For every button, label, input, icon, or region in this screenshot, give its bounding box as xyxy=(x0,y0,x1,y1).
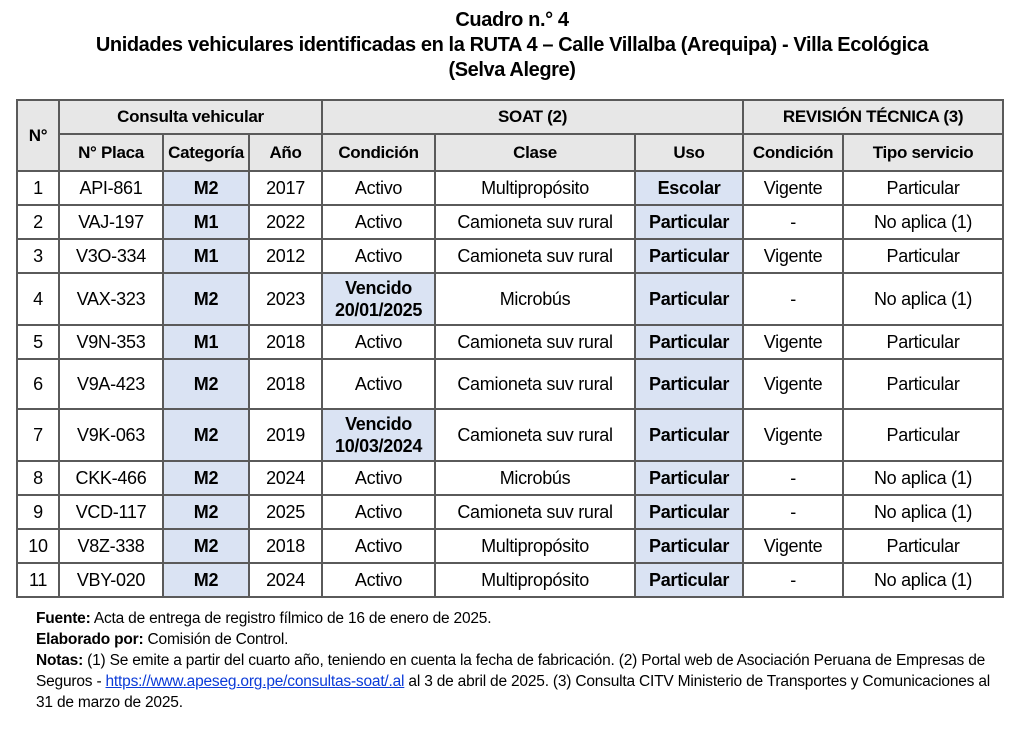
cell-anio: 2024 xyxy=(249,461,322,495)
header-group-consulta-vehicular: Consulta vehicular xyxy=(59,100,322,134)
soat-expiry-date: 10/03/2024 xyxy=(334,436,423,456)
table-row xyxy=(17,529,1003,563)
table-body xyxy=(17,171,1003,597)
header-row-groups xyxy=(17,100,1003,134)
cell-clase: Camioneta suv rural xyxy=(435,205,635,239)
cell-no: 2 xyxy=(17,205,59,239)
cell-uso: Particular xyxy=(635,461,743,495)
cell-clase: Microbús xyxy=(435,461,635,495)
cell-rt-condicion: Vigente xyxy=(743,171,843,205)
cell-rt-condicion: - xyxy=(743,495,843,529)
cell-soat-condicion: Activo xyxy=(322,563,435,597)
cell-uso: Particular xyxy=(635,529,743,563)
cell-anio: 2018 xyxy=(249,529,322,563)
cell-no: 6 xyxy=(17,359,59,409)
cell-clase: Camioneta suv rural xyxy=(435,239,635,273)
source-text: Acta de entrega de registro fílmico de 16 de enero de 2025. xyxy=(90,610,492,627)
caption-title: Unidades vehiculares identificadas en la RUTA 4 – Calle Villalba (Arequipa) - Villa Ecológica xyxy=(95,34,929,56)
cell-categoria: M2 xyxy=(163,495,249,529)
table-row xyxy=(17,461,1003,495)
cell-uso: Particular xyxy=(635,239,743,273)
cell-tipo-servicio: Particular xyxy=(843,409,1003,461)
soat-expiry-date: 20/01/2025 xyxy=(334,300,423,320)
table-notes xyxy=(36,608,996,713)
cell-no: 8 xyxy=(17,461,59,495)
cell-tipo-servicio: No aplica (1) xyxy=(843,205,1003,239)
author-text: Comisión de Control. xyxy=(143,631,289,648)
cell-tipo-servicio: No aplica (1) xyxy=(843,461,1003,495)
cell-anio: 2024 xyxy=(249,563,322,597)
cell-uso: Particular xyxy=(635,563,743,597)
cell-clase: Multipropósito xyxy=(435,563,635,597)
cell-clase: Camioneta suv rural xyxy=(435,325,635,359)
cell-soat-condicion: Activo xyxy=(322,495,435,529)
cell-clase: Microbús xyxy=(435,273,635,325)
cell-placa: API-861 xyxy=(59,171,163,205)
cell-uso: Particular xyxy=(635,273,743,325)
cell-no: 5 xyxy=(17,325,59,359)
cell-anio: 2017 xyxy=(249,171,322,205)
header-anio: Año xyxy=(249,134,322,171)
cell-placa: VAJ-197 xyxy=(59,205,163,239)
table-row xyxy=(17,495,1003,529)
cell-uso: Particular xyxy=(635,205,743,239)
notes-label: Notas: xyxy=(36,652,84,669)
cell-categoria: M1 xyxy=(163,325,249,359)
cell-clase: Multipropósito xyxy=(435,529,635,563)
cell-rt-condicion: Vigente xyxy=(743,359,843,409)
apeseg-link[interactable]: https://www.apeseg.org.pe/consultas-soat/.al xyxy=(105,673,405,690)
cell-uso: Particular xyxy=(635,359,743,409)
notes-text-1: (1) Se emite a partir del cuarto año, teniendo en cuenta la fecha de fabricación. (2) Portal web de Asociación Peruana de Empresas de Seguros - xyxy=(36,652,986,690)
cell-categoria: M2 xyxy=(163,409,249,461)
cell-placa: V9A-423 xyxy=(59,359,163,409)
cell-placa: CKK-466 xyxy=(59,461,163,495)
cell-no: 7 xyxy=(17,409,59,461)
author-label: Elaborado por: xyxy=(36,631,144,648)
cell-categoria: M2 xyxy=(163,171,249,205)
header-group-revision-tecnica: REVISIÓN TÉCNICA (3) xyxy=(743,100,1003,134)
cell-anio: 2018 xyxy=(249,325,322,359)
cell-categoria: M2 xyxy=(163,529,249,563)
header-uso: Uso xyxy=(635,134,743,171)
cell-placa: V9K-063 xyxy=(59,409,163,461)
header-tipo-servicio: Tipo servicio xyxy=(843,134,1003,171)
cell-categoria: M2 xyxy=(163,359,249,409)
table-row xyxy=(17,409,1003,461)
cell-uso: Particular xyxy=(635,325,743,359)
cell-anio: 2023 xyxy=(249,273,322,325)
cell-tipo-servicio: Particular xyxy=(843,239,1003,273)
cell-soat-condicion: Activo xyxy=(322,239,435,273)
notes-paragraph xyxy=(36,650,996,713)
notes-text-2: al 3 de abril de 2025. (3) Consulta CITV Ministerio de Transportes y Comunicaciones al 31 de marzo de 2025. xyxy=(36,673,990,711)
cell-categoria: M1 xyxy=(163,239,249,273)
caption-number: Cuadro n.° 4 xyxy=(455,9,569,31)
header-soat-condicion: Condición xyxy=(322,134,435,171)
cell-tipo-servicio: No aplica (1) xyxy=(843,273,1003,325)
cell-soat-condicion xyxy=(322,409,435,461)
header-row-columns xyxy=(17,134,1003,171)
cell-anio: 2022 xyxy=(249,205,322,239)
cell-anio: 2018 xyxy=(249,359,322,409)
author-note xyxy=(36,629,996,650)
header-clase: Clase xyxy=(435,134,635,171)
table-row xyxy=(17,239,1003,273)
cell-rt-condicion: - xyxy=(743,273,843,325)
cell-uso: Escolar xyxy=(635,171,743,205)
soat-status: Vencido xyxy=(345,278,412,298)
cell-categoria: M2 xyxy=(163,461,249,495)
cell-soat-condicion: Activo xyxy=(322,171,435,205)
header-no: N° xyxy=(17,100,59,171)
cell-uso: Particular xyxy=(635,495,743,529)
cell-no: 9 xyxy=(17,495,59,529)
soat-status: Vencido xyxy=(345,414,412,434)
header-categoria: Categoría xyxy=(163,134,249,171)
cell-no: 3 xyxy=(17,239,59,273)
table-row xyxy=(17,563,1003,597)
cell-anio: 2025 xyxy=(249,495,322,529)
cell-tipo-servicio: No aplica (1) xyxy=(843,563,1003,597)
table-row xyxy=(17,171,1003,205)
table-row xyxy=(17,273,1003,325)
cell-tipo-servicio: No aplica (1) xyxy=(843,495,1003,529)
cell-placa: V9N-353 xyxy=(59,325,163,359)
cell-no: 11 xyxy=(17,563,59,597)
cell-no: 4 xyxy=(17,273,59,325)
cell-rt-condicion: Vigente xyxy=(743,529,843,563)
cell-rt-condicion: Vigente xyxy=(743,239,843,273)
cell-anio: 2012 xyxy=(249,239,322,273)
cell-soat-condicion: Activo xyxy=(322,205,435,239)
cell-no: 1 xyxy=(17,171,59,205)
cell-no: 10 xyxy=(17,529,59,563)
cell-soat-condicion: Activo xyxy=(322,461,435,495)
source-note xyxy=(36,608,996,629)
cell-placa: VBY-020 xyxy=(59,563,163,597)
cell-categoria: M2 xyxy=(163,273,249,325)
cell-categoria: M1 xyxy=(163,205,249,239)
cell-tipo-servicio: Particular xyxy=(843,529,1003,563)
cell-tipo-servicio: Particular xyxy=(843,171,1003,205)
vehicle-units-table xyxy=(16,99,1004,598)
cell-categoria: M2 xyxy=(163,563,249,597)
cell-clase: Multipropósito xyxy=(435,171,635,205)
cell-clase: Camioneta suv rural xyxy=(435,495,635,529)
cell-clase: Camioneta suv rural xyxy=(435,359,635,409)
table-row xyxy=(17,205,1003,239)
cell-placa: VAX-323 xyxy=(59,273,163,325)
cell-placa: V3O-334 xyxy=(59,239,163,273)
cell-placa: VCD-117 xyxy=(59,495,163,529)
cell-rt-condicion: - xyxy=(743,205,843,239)
table-row xyxy=(17,325,1003,359)
source-label: Fuente: xyxy=(36,610,91,627)
cell-uso: Particular xyxy=(635,409,743,461)
cell-tipo-servicio: Particular xyxy=(843,325,1003,359)
cell-rt-condicion: Vigente xyxy=(743,409,843,461)
cell-soat-condicion: Activo xyxy=(322,529,435,563)
cell-rt-condicion: - xyxy=(743,461,843,495)
cell-clase: Camioneta suv rural xyxy=(435,409,635,461)
caption-subtitle: (Selva Alegre) xyxy=(448,59,576,81)
cell-anio: 2019 xyxy=(249,409,322,461)
cell-rt-condicion: Vigente xyxy=(743,325,843,359)
cell-soat-condicion: Activo xyxy=(322,325,435,359)
table-caption xyxy=(0,8,1024,83)
header-group-soat: SOAT (2) xyxy=(322,100,743,134)
cell-placa: V8Z-338 xyxy=(59,529,163,563)
cell-tipo-servicio: Particular xyxy=(843,359,1003,409)
cell-soat-condicion xyxy=(322,273,435,325)
table-row xyxy=(17,359,1003,409)
header-placa: N° Placa xyxy=(59,134,163,171)
header-rt-condicion: Condición xyxy=(743,134,843,171)
cell-rt-condicion: - xyxy=(743,563,843,597)
cell-soat-condicion: Activo xyxy=(322,359,435,409)
